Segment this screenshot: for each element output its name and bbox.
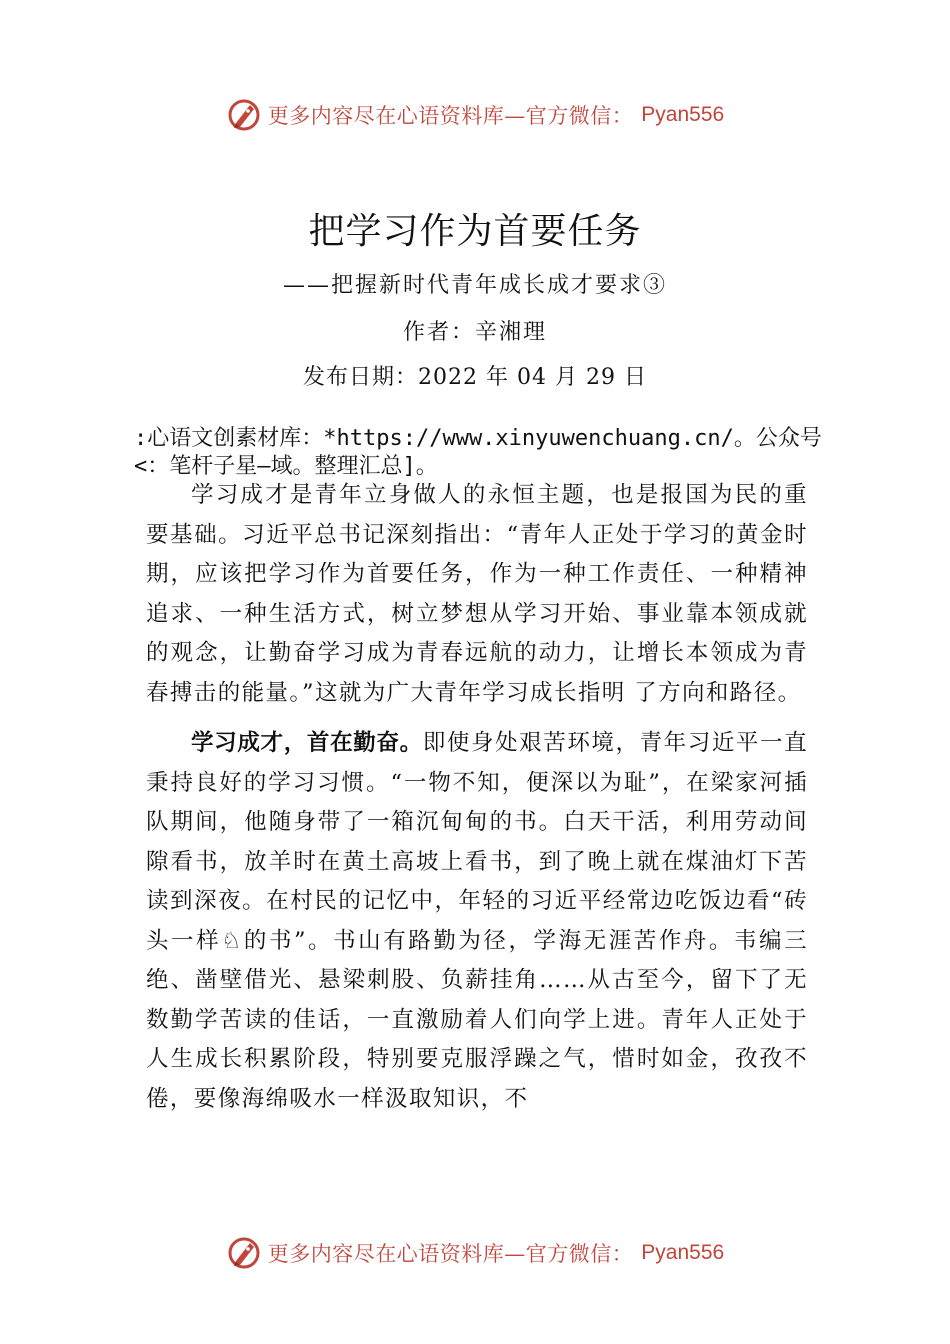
- banner-text: 更多内容尽在心语资料库—官方微信：: [267, 1242, 634, 1266]
- pen-nib-logo-icon: [226, 1235, 262, 1271]
- source-note: :心语文创素材库：*https://www.xinyuwenchuang.cn/。公众号<：笔杆子星—域。整理汇总]。: [134, 426, 822, 479]
- footer-watermark-banner: [0, 1233, 950, 1273]
- paragraph-2-body: 即使身处艰苦环境，青年习近平一直秉持良好的学习习惯。“一物不知，便深以为耻”，在梁家河插队期间，他随身带了一箱沉甸甸的书。白天干活，利用劳动间隙看书，放羊时在黄土高坡上看书，到了晚上就在煤油灯下苦读到深夜。在村民的记忆中，年轻的习近平经常边吃饭边看“砖头一样♘的书”。书山有路勤为径，学海无涯苦作舟。韦编三绝、凿壁借光、悬梁刺股、负薪挂角……从古至今，留下了无数勤学苦读的佳话，一直激励着人们向学上进。青年人正处于人生成长积累阶段，特别要克服浮躁之气，惜时如金，孜孜不倦，要像海绵吸水一样汲取知识，不: [146, 730, 808, 1112]
- article-subtitle: ——把握新时代青年成长成才要求③: [282, 273, 667, 298]
- article-date: 发布日期：2022 年 04 月 29 日: [303, 365, 647, 390]
- paragraph-2: [146, 724, 808, 1119]
- article-author: 作者：辛湘理: [402, 320, 547, 345]
- article-body: [146, 476, 808, 1119]
- header-watermark-banner: [0, 95, 950, 135]
- paragraph-1: 学习成才是青年立身做人的永恒主题，也是报国为民的重要基础。习近平总书记深刻指出：“青年人正处于学习的黄金时期，应该把学习作为首要任务，作为一种工作责任、一种精神追求、一种生活方式，树立梦想从学习开始、事业靠本领成就的观念，让勤奋学习成为青春远航的动力，让增长本领成为青春搏击的能量。”这就为广大青年学习成长指明 了方向和路径。: [146, 482, 808, 706]
- banner-wechat-id: Pyan556: [641, 1241, 725, 1264]
- article-title: 把学习作为首要任务: [308, 211, 642, 252]
- banner-wechat-id: Pyan556: [641, 103, 725, 126]
- banner-text: 更多内容尽在心语资料库—官方微信：: [267, 104, 634, 128]
- paragraph-2-lead: 学习成才，首在勤奋。: [191, 730, 423, 756]
- pen-nib-logo-icon: [226, 97, 262, 133]
